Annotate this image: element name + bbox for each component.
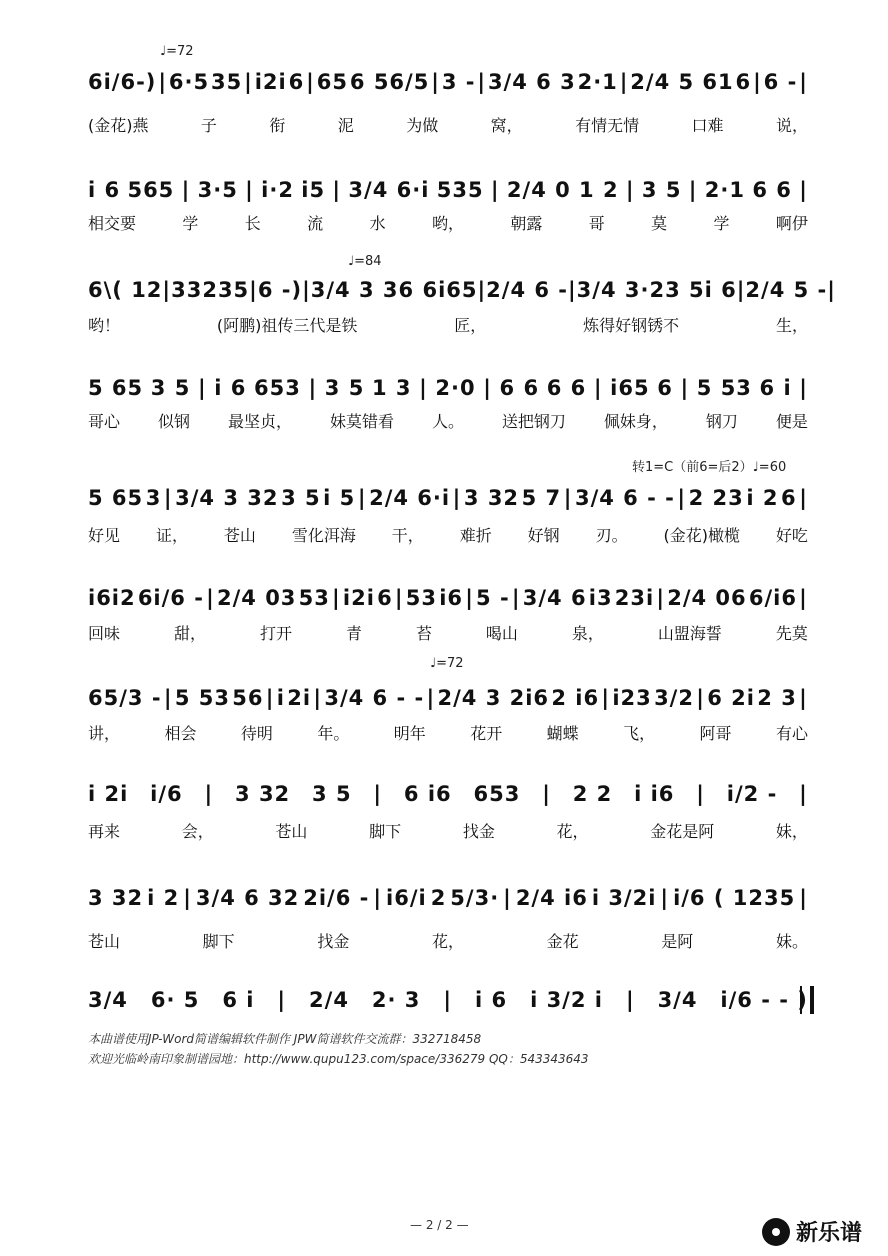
lyric-word: 打开	[259, 623, 292, 643]
note-group: 3 5	[324, 376, 365, 400]
note-group: 6 2i	[707, 686, 755, 710]
notes-row	[88, 880, 808, 916]
note-group: 1 3	[371, 376, 412, 400]
note-group: 53	[405, 586, 437, 610]
note-group: 6\( 12	[88, 278, 163, 302]
barline: |	[197, 376, 207, 400]
lyric-word: 送把钢刀	[501, 411, 566, 431]
note-group: 653	[254, 376, 301, 400]
note-group: 6·5	[168, 70, 210, 94]
lyric-word: 是阿	[661, 931, 694, 951]
lyric-word: 脚下	[202, 931, 235, 951]
notes-row	[88, 370, 808, 406]
note-group: 23i	[614, 586, 655, 610]
barline: |	[736, 278, 746, 302]
notes-row	[88, 480, 808, 516]
barline: |	[799, 178, 808, 202]
notation-line-9	[88, 880, 808, 920]
lyric-line-6	[88, 620, 808, 644]
note-group: i/6 ( 1235	[673, 886, 796, 910]
lyric-word: 有心	[775, 723, 808, 743]
lyric-word: 甜，	[173, 623, 206, 643]
note-group: 6	[781, 486, 797, 510]
lyric-word: 金花是阿	[650, 821, 715, 841]
barline: |	[799, 486, 808, 510]
lyric-word: 啊伊	[775, 213, 808, 233]
lyric-word: 明年	[393, 723, 426, 743]
lyric-word: 说，	[775, 115, 808, 135]
note-group: 3/4	[88, 988, 128, 1012]
barline: |	[619, 70, 629, 94]
lyric-word: 为做	[406, 115, 439, 135]
note-group: 6	[377, 586, 393, 610]
barline: |	[677, 486, 687, 510]
lyric-line-1	[88, 112, 808, 136]
note-group: i2i	[254, 70, 287, 94]
note-group: 3 32	[88, 886, 144, 910]
note-group: 2/4 5 61	[630, 70, 734, 94]
barline: |	[490, 178, 500, 202]
lyric-word: 最坚贞，	[227, 411, 292, 431]
note-group: 3/4 6·i	[348, 178, 430, 202]
note-group: 2/4 6 -	[486, 278, 568, 302]
note-group: 3 5	[665, 278, 705, 302]
note-group: 3 32	[235, 782, 291, 806]
barline: |	[162, 278, 172, 302]
lyric-word: 学	[182, 213, 199, 233]
note-group: i 6	[704, 278, 737, 302]
note-group: i 2	[147, 886, 180, 910]
note-group: i 3/2 i	[530, 988, 603, 1012]
note-group: 6 6	[752, 178, 792, 202]
barline: |	[696, 782, 705, 806]
note-group: 3 5	[150, 376, 191, 400]
note-group: i6/i	[386, 886, 427, 910]
lyric-word: 哥	[588, 213, 605, 233]
lyric-word: 喝山	[485, 623, 518, 643]
barline: |	[696, 686, 705, 710]
note-group: 6 56/5	[349, 70, 430, 94]
note-group: i6	[439, 586, 463, 610]
lyric-word: 阿哥	[699, 723, 732, 743]
lyric-line-8	[88, 818, 808, 842]
note-group: 2/4 0 1 2	[506, 178, 619, 202]
notation-line-7	[88, 680, 808, 720]
notation-line-5	[88, 480, 808, 520]
lyric-word: (阿鹏)祖传三代是铁	[216, 315, 358, 335]
note-group: 2 2	[572, 782, 613, 806]
lyric-line-3	[88, 312, 808, 336]
note-group: 6 -	[763, 70, 798, 94]
barline: |	[452, 486, 462, 510]
notes-row	[88, 64, 808, 100]
page-number: — 2 / 2 —	[410, 1218, 469, 1232]
lyric-word: 飞，	[623, 723, 656, 743]
lyric-word: (金花)燕	[88, 115, 149, 135]
footer-software-credit: 本曲谱使用JP-Word简谱编辑软件制作 JPW简谱软件交流群：332718458	[88, 1032, 482, 1046]
tempo-mark: ♩=84	[348, 254, 382, 269]
notes-row	[88, 580, 808, 616]
note-group: i/2 -	[726, 782, 778, 806]
barline: |	[799, 376, 808, 400]
note-group: 6· 5	[150, 988, 200, 1012]
barline: |	[511, 586, 521, 610]
barline: |	[332, 586, 341, 610]
note-group: i2i	[342, 586, 375, 610]
note-group: 6 6	[499, 376, 540, 400]
note-group: 2/4	[309, 988, 349, 1012]
barline: |	[313, 686, 323, 710]
lyric-word: 刃。	[595, 525, 628, 545]
barline: |	[625, 178, 635, 202]
barline: |	[373, 886, 383, 910]
note-group: 565	[127, 178, 175, 202]
barline: |	[625, 988, 635, 1012]
barline: |	[306, 70, 315, 94]
notes-row	[88, 680, 808, 716]
note-group: 3 5	[281, 486, 321, 510]
notes-row	[88, 172, 808, 208]
note-group: 5 -	[476, 586, 510, 610]
note-group: i i6	[634, 782, 675, 806]
barline: |	[477, 278, 487, 302]
lyric-word: 便是	[775, 411, 808, 431]
barline: |	[799, 686, 808, 710]
note-group: 6i/6-)	[88, 70, 157, 94]
lyric-word: 干，	[391, 525, 424, 545]
lyric-word: 朝露	[510, 213, 543, 233]
lyric-word: 金花	[546, 931, 579, 951]
lyric-word: 青	[345, 623, 362, 643]
note-group: 2 i6	[551, 686, 600, 710]
barline: |	[332, 178, 342, 202]
site-logo	[762, 1216, 862, 1247]
note-group: 6 i	[222, 988, 255, 1012]
note-group: i 6	[214, 376, 247, 400]
lyric-word: 花开	[470, 723, 503, 743]
lyric-word: 流	[307, 213, 324, 233]
lyric-word: 先莫	[775, 623, 808, 643]
lyric-word: 回味	[88, 623, 121, 643]
barline: |	[465, 586, 474, 610]
lyric-word: 似钢	[157, 411, 190, 431]
lyric-word: 好吃	[775, 525, 808, 545]
lyric-word: 苍山	[88, 931, 121, 951]
lyric-word: 钢刀	[705, 411, 738, 431]
lyric-word: 找金	[317, 931, 350, 951]
barline: |	[394, 586, 404, 610]
barline: |	[799, 586, 808, 610]
note-group: i 3/2i	[591, 886, 657, 910]
lyric-word: 苍山	[275, 821, 308, 841]
note-group: i 5	[323, 486, 356, 510]
notes-row	[88, 982, 808, 1018]
lyric-word: 待明	[240, 723, 273, 743]
lyric-word: 相交要	[88, 213, 137, 233]
barline: |	[158, 70, 167, 94]
lyric-word: 山盟海誓	[657, 623, 722, 643]
note-group: i 2	[746, 486, 779, 510]
barline: |	[265, 686, 275, 710]
lyric-word: 年。	[317, 723, 350, 743]
note-group: 5 7	[521, 486, 562, 510]
note-group: 3/4 6 - -	[574, 486, 675, 510]
lyric-word: 莫	[651, 213, 668, 233]
lyric-word: (金花)橄榄	[663, 525, 740, 545]
note-group: 6	[735, 70, 752, 94]
note-group: 2i/6 -	[303, 886, 370, 910]
note-group: 2 23	[688, 486, 744, 510]
note-group: 3/4 6 3	[487, 70, 576, 94]
barline: |	[799, 886, 808, 910]
note-group: 3/2	[654, 686, 694, 710]
barline: |	[443, 988, 453, 1012]
notation-line-10	[88, 982, 808, 1022]
barline: |	[373, 782, 383, 806]
lyric-line-5	[88, 522, 808, 546]
note-group: 3/4 3 3	[310, 278, 399, 302]
modulation-annotation: 转1=C（前6=后2）♩=60	[632, 460, 787, 475]
note-group: 2/4 3 2i6	[437, 686, 550, 710]
tempo-mark: ♩=72	[430, 656, 464, 671]
notation-line-4	[88, 370, 808, 410]
note-group: 6 i6	[403, 782, 452, 806]
barline: |	[827, 278, 836, 302]
note-group: 5/3·	[450, 886, 500, 910]
lyric-word: 泉，	[571, 623, 604, 643]
barline: |	[302, 278, 311, 302]
lyric-word: 找金	[462, 821, 495, 841]
barline: |	[277, 988, 287, 1012]
note-group: 3	[145, 486, 162, 510]
barline: |	[308, 376, 318, 400]
lyric-word: 蝴蝶	[546, 723, 579, 743]
note-group: 3 32	[463, 486, 520, 510]
barline: |	[593, 376, 603, 400]
notation-line-8	[88, 776, 808, 816]
note-group: i 6	[88, 178, 121, 202]
lyric-word: 妹。	[775, 931, 808, 951]
note-group: 5 53	[174, 686, 230, 710]
lyric-word: 衔	[269, 115, 286, 135]
note-group: i65	[610, 376, 650, 400]
note-group: 2/4 06	[667, 586, 747, 610]
lyric-word: 哟！	[88, 315, 121, 335]
lyric-word: 雪化洱海	[291, 525, 356, 545]
note-group: 3/4	[657, 988, 698, 1012]
lyric-line-7	[88, 720, 808, 744]
note-group: 35	[211, 70, 243, 94]
note-group: 3/4 6	[522, 586, 587, 610]
note-group: 535	[436, 178, 484, 202]
barline: |	[426, 686, 436, 710]
note-group: 3 5	[312, 782, 352, 806]
barline: |	[680, 376, 690, 400]
footer-website-credit: 欢迎光临岭南印象制谱园地：http://www.qupu123.com/space/336279 QQ：543343643	[88, 1052, 589, 1066]
lyric-word: 好钢	[527, 525, 560, 545]
note-group: 332	[171, 278, 218, 302]
note-group: 56	[232, 686, 264, 710]
barline: |	[656, 586, 666, 610]
note-group: i/6 - - )	[720, 988, 808, 1012]
note-group: i3	[588, 586, 613, 610]
notation-line-1	[88, 64, 808, 104]
barline: |	[688, 178, 698, 202]
note-group: 6 6	[546, 376, 587, 400]
lyric-word: 泥	[337, 115, 354, 135]
tempo-mark: ♩=72	[160, 44, 194, 59]
barline: |	[601, 686, 611, 710]
note-group: 653	[473, 782, 521, 806]
record-disc-icon	[762, 1218, 790, 1246]
lyric-line-9	[88, 928, 808, 952]
lyric-word: 佩妹身，	[603, 411, 668, 431]
barline: |	[563, 486, 573, 510]
note-group: 65	[316, 70, 348, 94]
note-group: 2/4 i6	[515, 886, 588, 910]
barline: |	[204, 782, 214, 806]
barline: |	[245, 178, 254, 202]
note-group: 2·1	[577, 70, 618, 94]
note-group: 2/4 03	[216, 586, 297, 610]
lyric-word: 证，	[155, 525, 188, 545]
lyric-word: 讲，	[88, 723, 121, 743]
barline: |	[163, 686, 173, 710]
lyric-word: 水	[369, 213, 386, 233]
note-group: 2	[430, 886, 447, 910]
lyric-word: 妹莫错看	[329, 411, 394, 431]
lyric-word: 匠，	[454, 315, 487, 335]
lyric-word: 学	[713, 213, 730, 233]
barline: |	[799, 782, 808, 806]
notation-line-2	[88, 172, 808, 212]
notation-line-3	[88, 272, 836, 312]
lyric-word: 相会	[164, 723, 197, 743]
note-group: 2/4 5 -	[745, 278, 828, 302]
note-group: i65	[438, 278, 478, 302]
note-group: 3/4 3 32	[175, 486, 279, 510]
lyric-word: 妹，	[775, 821, 808, 841]
note-group: 6 i	[759, 376, 792, 400]
note-group: i	[276, 686, 285, 710]
note-group: i6i2	[88, 586, 136, 610]
barline: |	[542, 782, 551, 806]
barline: |	[660, 886, 670, 910]
note-group: 53	[298, 586, 330, 610]
note-group: 3·5	[197, 178, 238, 202]
barline: |	[568, 278, 577, 302]
note-group: i 6	[474, 988, 508, 1012]
barline: |	[249, 278, 258, 302]
barline: |	[483, 376, 492, 400]
note-group: 2/4 6·i	[369, 486, 451, 510]
lyric-word: 有情无情	[575, 115, 640, 135]
note-group: 5 65	[88, 376, 144, 400]
note-group: 6/i6	[748, 586, 797, 610]
barline: |	[163, 486, 173, 510]
barline: |	[503, 886, 512, 910]
lyric-word: 生，	[775, 315, 808, 335]
note-group: 2·0	[435, 376, 476, 400]
barline: |	[419, 376, 428, 400]
note-group: 3/4 6 - -	[324, 686, 425, 710]
final-barline	[800, 986, 814, 1014]
note-group: 2i	[287, 686, 312, 710]
note-group: i/6	[150, 782, 183, 806]
notes-row	[88, 272, 836, 308]
note-group: i 2i	[88, 782, 129, 806]
note-group: 3 -	[441, 70, 476, 94]
note-group: 35	[217, 278, 250, 302]
barline: |	[244, 70, 253, 94]
note-group: 2· 3	[371, 988, 421, 1012]
notation-line-6	[88, 580, 808, 620]
lyric-word: 炼得好钢锈不	[583, 315, 680, 335]
lyric-line-2	[88, 210, 808, 234]
note-group: 3/4 3·2	[576, 278, 666, 302]
lyric-word: 长	[244, 213, 261, 233]
note-group: i5	[301, 178, 326, 202]
note-group: 3 5	[641, 178, 682, 202]
note-group: 6 6	[398, 278, 439, 302]
lyric-word: 人。	[431, 411, 464, 431]
note-group: 5 53	[696, 376, 752, 400]
lyric-line-4	[88, 408, 808, 432]
barline: |	[799, 70, 808, 94]
logo-text: 新乐谱	[796, 1221, 863, 1246]
lyric-word: 苍山	[223, 525, 256, 545]
lyric-word: 难折	[459, 525, 492, 545]
barline: |	[477, 70, 487, 94]
note-group: 6 -)	[257, 278, 303, 302]
note-group: 6	[288, 70, 305, 94]
notes-row	[88, 776, 808, 812]
barline: |	[431, 70, 440, 94]
note-group: i·2	[261, 178, 294, 202]
barline: |	[206, 586, 215, 610]
note-group: 2 3	[757, 686, 797, 710]
lyric-word: 好见	[88, 525, 121, 545]
barline: |	[183, 886, 192, 910]
lyric-word: 哥心	[88, 411, 121, 431]
lyric-word: 脚下	[369, 821, 402, 841]
lyric-word: 窝，	[490, 115, 523, 135]
lyric-word: 子	[200, 115, 217, 135]
lyric-word: 哟，	[431, 213, 464, 233]
lyric-word: 苔	[415, 623, 432, 643]
note-group: 6	[657, 376, 673, 400]
lyric-word: 再来	[88, 821, 121, 841]
lyric-word: 花，	[556, 821, 589, 841]
note-group: i23	[612, 686, 652, 710]
note-group: 2·1	[704, 178, 745, 202]
note-group: 65/3 -	[88, 686, 162, 710]
lyric-word: 会，	[181, 821, 214, 841]
barline: |	[357, 486, 367, 510]
note-group: 5 65	[88, 486, 144, 510]
note-group: 3/4 6 32	[195, 886, 300, 910]
barline: |	[181, 178, 191, 202]
lyric-word: 花，	[431, 931, 464, 951]
lyric-word: 口难	[691, 115, 724, 135]
barline: |	[753, 70, 762, 94]
note-group: 6i/6 -	[137, 586, 204, 610]
